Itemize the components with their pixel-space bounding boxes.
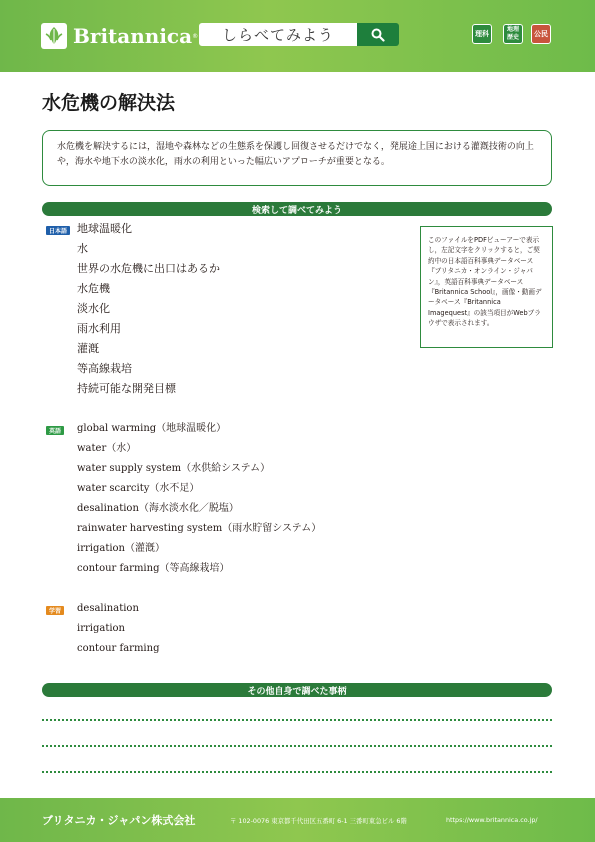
keyword-link[interactable]: 等高線栽培 [77, 362, 132, 375]
search-label-box[interactable] [199, 23, 357, 46]
search-section-heading [42, 202, 552, 216]
keyword-link[interactable]: water scarcity（水不足） [77, 483, 200, 494]
keyword-link[interactable]: global warming（地球温暖化） [77, 423, 227, 434]
header [0, 0, 595, 72]
keyword-link[interactable]: contour farming（等高線栽培） [77, 563, 230, 574]
britannica-logo[interactable] [41, 22, 198, 50]
keyword-link[interactable]: contour farming [77, 643, 160, 654]
tag-english: 英語 [46, 426, 64, 435]
writing-line[interactable] [42, 719, 552, 721]
keyword-link[interactable]: water supply system（水供給システム） [77, 463, 271, 474]
keyword-link[interactable]: 地球温暖化 [77, 222, 132, 235]
keyword-link[interactable]: water（水） [77, 443, 137, 454]
footer-company: ブリタニカ・ジャパン株式会社 [42, 814, 196, 827]
tag-kids: 学習 [46, 606, 64, 615]
tag-japanese: 日本語 [46, 226, 70, 235]
keyword-link[interactable]: 雨水利用 [77, 322, 121, 335]
keyword-link[interactable]: desalination [77, 603, 139, 614]
page-title: 水危機の解決法 [42, 92, 176, 114]
keyword-link[interactable]: irrigation [77, 623, 125, 634]
keyword-link[interactable]: rainwater harvesting system（雨水貯留システム） [77, 523, 322, 534]
thistle-icon [41, 23, 67, 49]
keyword-link[interactable]: 水危機 [77, 282, 110, 295]
own-research-heading-text: その他自身で調べた事柄 [247, 686, 347, 697]
summary-box: 水危機を解決するには，湿地や森林などの生態系を保護し回復させるだけでなく，発展途上国における灌漑技術の向上や，海水や地下水の淡水化，雨水の利用といった幅広いアプローチが重要となる。 [42, 130, 552, 186]
keyword-link[interactable]: 淡水化 [77, 302, 110, 315]
writing-line[interactable] [42, 745, 552, 747]
subject-civics-badge[interactable]: 公民 [531, 24, 551, 44]
keyword-link[interactable]: desalination（海水淡水化／脱塩） [77, 503, 239, 514]
logo-text: Britannica [73, 24, 193, 48]
footer [0, 798, 595, 842]
keyword-link[interactable]: 灌漑 [77, 342, 99, 355]
search-button[interactable] [357, 23, 399, 46]
own-research-heading [42, 683, 552, 697]
keyword-link[interactable]: 水 [77, 242, 88, 255]
logo-trademark: ® [192, 32, 199, 40]
keyword-link[interactable]: 世界の水危機に出口はあるか [77, 262, 220, 275]
footer-address: 〒 102-0076 東京都千代田区五番町 6-1 三番町東急ビル 6階 [230, 817, 407, 825]
subject-science-badge[interactable]: 理科 [472, 24, 492, 44]
search-label: しらべてみよう [221, 26, 334, 44]
keyword-link[interactable]: irrigation（灌漑） [77, 543, 165, 554]
footer-url-link[interactable]: https://www.britannica.co.jp/ [446, 816, 538, 824]
pdf-usage-note: このファイルをPDFビューアーで表示し，左記文字をクリックすると，ご契約中の日本語百科事典データベース『ブリタニカ・オンライン・ジャパン』，英語百科事典データベース『Britannica School』，画像・動画データベース『Britannica Imagequest』の該当項目がWebブラウザで表示されます。 [420, 226, 553, 348]
search-icon [371, 28, 385, 42]
writing-line[interactable] [42, 771, 552, 773]
search-section-heading-text: 検索して調べてみよう [251, 205, 342, 216]
english-keyword-list [77, 419, 321, 579]
subject-geo-history-badge[interactable]: 地理 歴史 [503, 24, 523, 44]
keyword-link[interactable]: 持続可能な開発目標 [77, 382, 176, 395]
kids-keyword-list [77, 599, 159, 659]
japanese-keyword-list [77, 219, 220, 399]
